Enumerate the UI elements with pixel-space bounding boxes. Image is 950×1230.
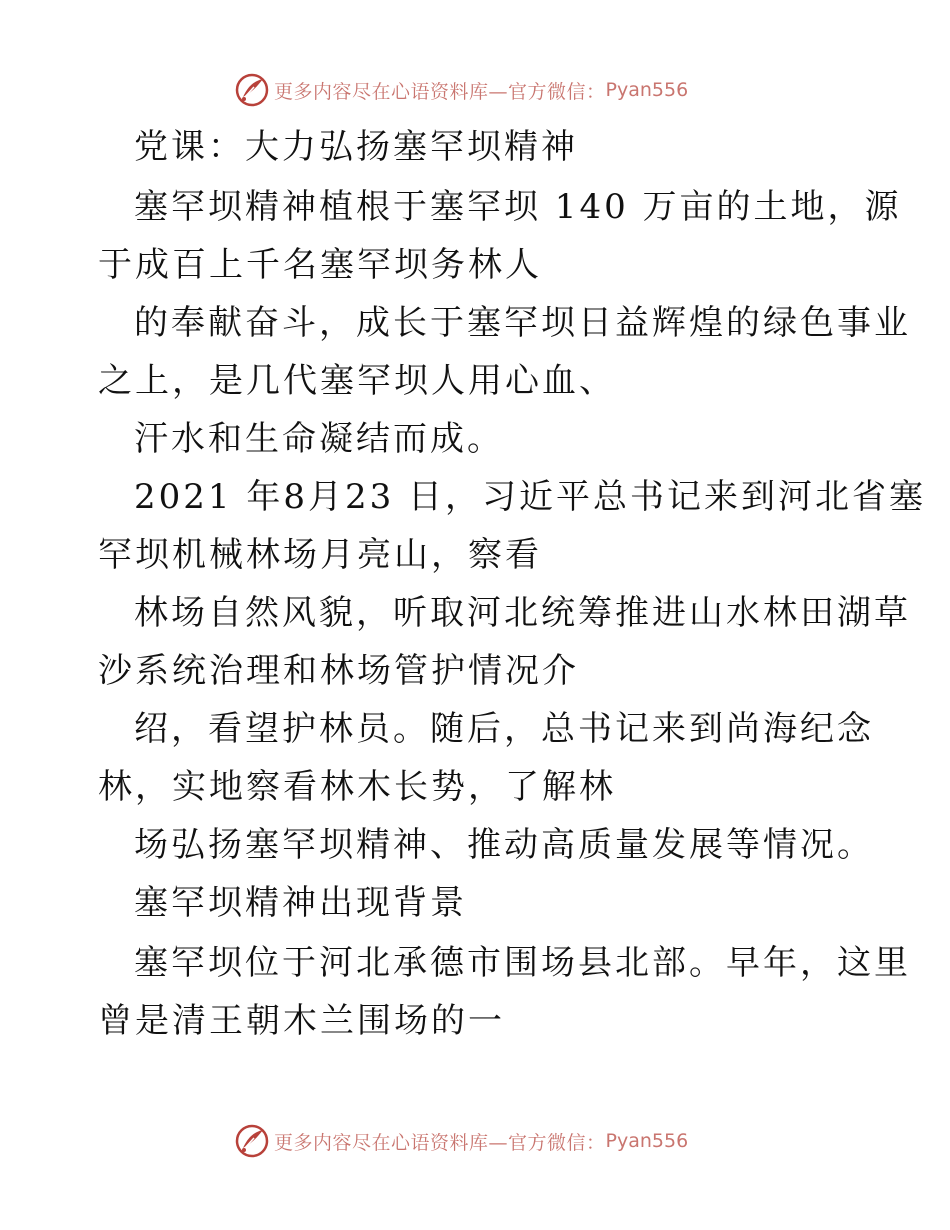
paragraph-line: 汗水和生命凝结而成。 (134, 419, 504, 459)
paragraph-line: 的奉献奋斗，成长于塞罕坝日益辉煌的绿色事业 (134, 303, 911, 343)
section-heading: 塞罕坝精神出现背景 (134, 883, 467, 923)
header-banner (234, 72, 688, 108)
feather-pen-logo-icon (234, 1123, 270, 1159)
document-title: 党课：大力弘扬塞罕坝精神 (134, 127, 578, 167)
paragraph-line: 林场自然风貌，听取河北统筹推进山水林田湖草 (134, 593, 911, 633)
paragraph-line: 绍，看望护林员。随后，总书记来到尚海纪念 (134, 709, 874, 749)
paragraph-line: 塞罕坝位于河北承德市围场县北部。早年，这里 (134, 943, 911, 983)
paragraph-line: 之上，是几代塞罕坝人用心血、 (98, 361, 616, 401)
paragraph-line: 沙系统治理和林场管护情况介 (98, 651, 579, 691)
banner-wechat-id: Pyan556 (605, 79, 689, 101)
paragraph-line: 林，实地察看林木长势，了解林 (98, 767, 616, 807)
banner-text: 更多内容尽在心语资料库—官方微信： (274, 1131, 606, 1154)
paragraph-line: 罕坝机械林场月亮山，察看 (98, 535, 542, 575)
feather-pen-logo-icon (234, 72, 270, 108)
banner-text: 更多内容尽在心语资料库—官方微信： (274, 80, 606, 103)
footer-banner (234, 1123, 688, 1159)
paragraph-line: 场弘扬塞罕坝精神、推动高质量发展等情况。 (134, 825, 874, 865)
paragraph-line: 塞罕坝精神植根于塞罕坝 140 万亩的土地，源 (134, 187, 902, 227)
paragraph-line: 2021 年8月23 日，习近平总书记来到河北省塞 (134, 477, 927, 517)
banner-wechat-id: Pyan556 (605, 1130, 689, 1152)
paragraph-line: 曾是清王朝木兰围场的一 (98, 1001, 505, 1041)
paragraph-line: 于成百上千名塞罕坝务林人 (98, 245, 542, 285)
